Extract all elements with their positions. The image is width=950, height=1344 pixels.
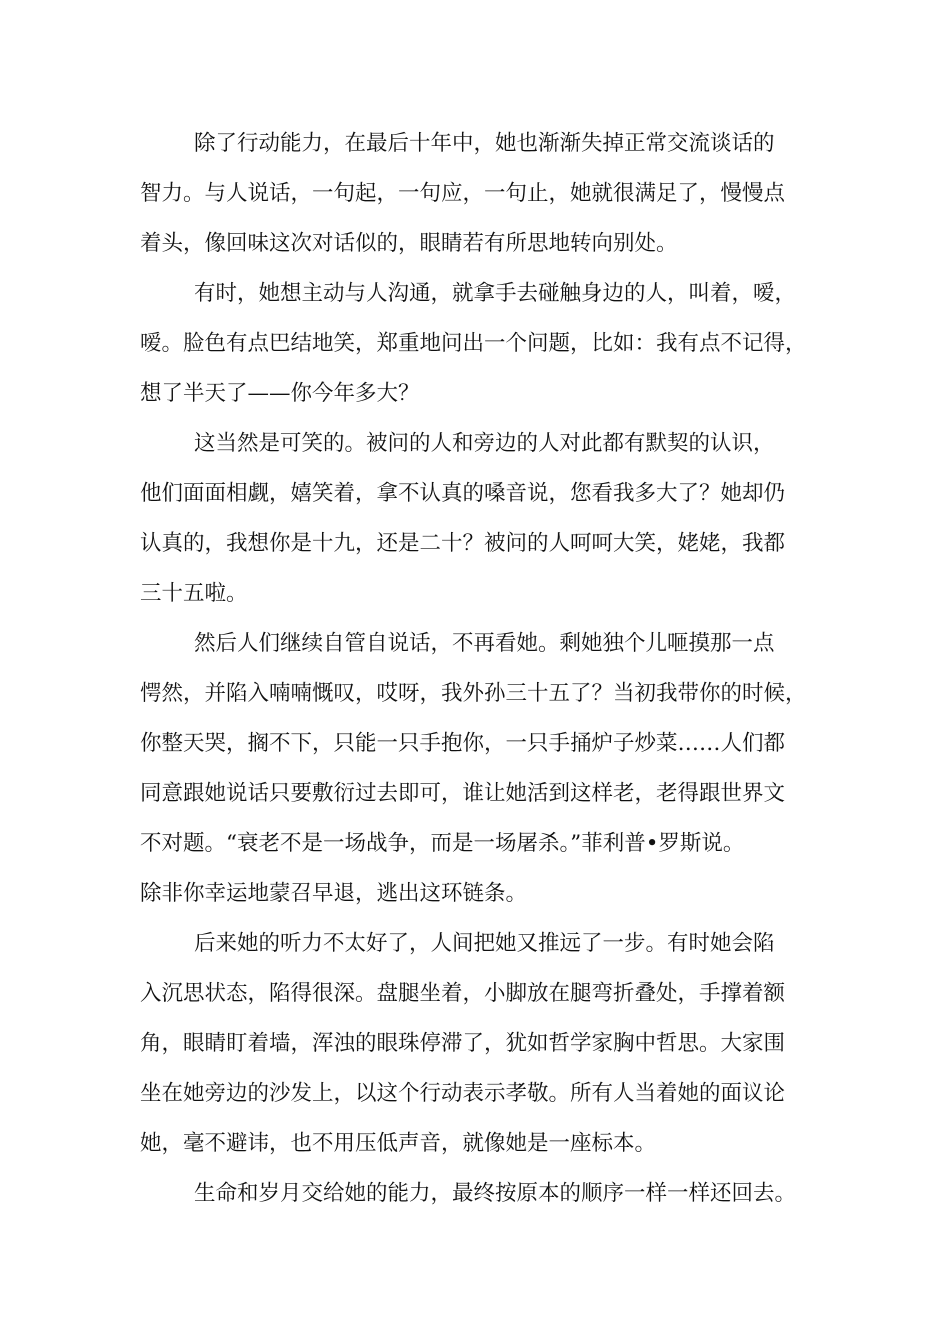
text-line: 然后人们继续自管自说话，不再看她。剩她独个儿咂摸那一点 [194, 631, 775, 656]
text-line: 入沉思状态，陷得很深。盘腿坐着，小脚放在腿弯折叠处，手撑着额 [140, 981, 786, 1006]
text-line: 嗳。脸色有点巴结地笑，郑重地问出一个问题，比如：我有点不记得， [140, 331, 807, 356]
text-line: 不对题。“衰老不是一场战争，而是一场屠杀。”菲利普•罗斯说。 [140, 831, 745, 856]
text-line: 坐在她旁边的沙发上，以这个行动表示孝敬。所有人当着她的面议论 [140, 1081, 786, 1106]
text-line: 三十五啦。 [140, 581, 248, 606]
text-line: 同意跟她说话只要敷衍过去即可，谁让她活到这样老，老得跟世界文 [140, 781, 786, 806]
text-line: 这当然是可笑的。被问的人和旁边的人对此都有默契的认识， [194, 431, 775, 456]
text-line: 除了行动能力，在最后十年中，她也渐渐失掉正常交流谈话的 [194, 131, 775, 156]
text-line: 她，毫不避讳，也不用压低声音，就像她是一座标本。 [140, 1131, 657, 1156]
text-line: 后来她的听力不太好了，人间把她又推远了一步。有时她会陷 [194, 931, 775, 956]
text-line: 着头，像回味这次对话似的，眼睛若有所思地转向别处。 [140, 231, 678, 256]
text-line: 智力。与人说话，一句起，一句应，一句止，她就很满足了，慢慢点 [140, 181, 786, 206]
text-line: 他们面面相觑，嬉笑着，拿不认真的嗓音说，您看我多大了？她却仍 [140, 481, 786, 506]
text-line: 认真的，我想你是十九，还是二十？被问的人呵呵大笑，姥姥，我都 [140, 531, 786, 556]
text-line: 角，眼睛盯着墙，浑浊的眼珠停滞了，犹如哲学家胸中哲思。大家围 [140, 1031, 786, 1056]
document-body [140, 119, 840, 1219]
text-line: 有时，她想主动与人沟通，就拿手去碰触身边的人，叫着，嗳， [194, 281, 797, 306]
text-line: 除非你幸运地蒙召早退，逃出这环链条。 [140, 881, 528, 906]
text-line: 生命和岁月交给她的能力，最终按原本的顺序一样一样还回去。 [194, 1181, 797, 1206]
text-line: 你整天哭，搁不下，只能一只手抱你，一只手捅炉子炒菜……人们都 [140, 731, 786, 756]
text-line: 想了半天了——你今年多大？ [140, 381, 420, 406]
text-line: 愕然，并陷入喃喃慨叹，哎呀，我外孙三十五了？当初我带你的时候， [140, 681, 807, 706]
